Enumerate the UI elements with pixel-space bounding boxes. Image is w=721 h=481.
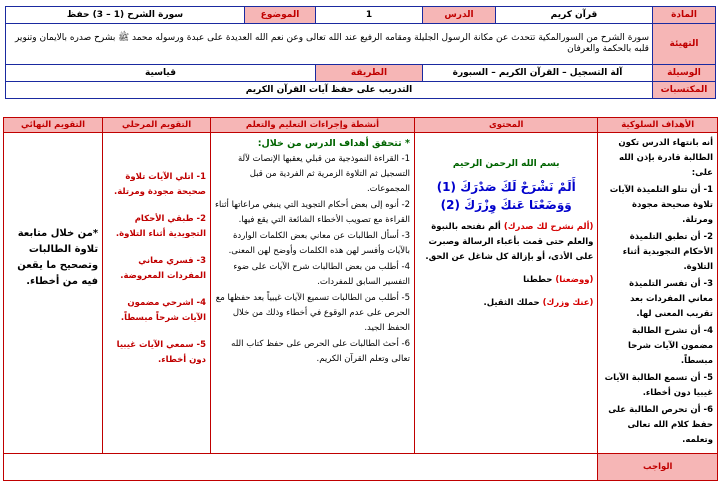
final-eval-text: *من خلال متابعة تلاوة الطالبات وتصحيح ما يقعن فيه من أخطاء.	[17, 228, 99, 287]
homework-row	[4, 454, 718, 481]
means-value: آلة التسجيل – القرآن الكريم – السبورة	[423, 65, 653, 82]
mid-eval-item: 2- طبقي الأحكام التجويدية أثناء التلاوة.	[115, 214, 206, 239]
topic-value: سورة الشرح (1 – 3) حفظ	[6, 7, 245, 24]
quran-verse: أَلَمْ نَشْرَحْ لَكَ صَدْرَكَ (1) وَوَضَعْنَا عَنكَ وِزْرَكَ (2)	[436, 180, 576, 212]
tafsir-term-3: (عنك وزرك)	[542, 298, 594, 308]
gains-value: التدريب على حفظ آيات القرآن الكريم	[6, 82, 653, 99]
goals-header: الأهداف السلوكية	[598, 118, 718, 133]
mid-eval-header: التقويم المرحلي	[103, 118, 211, 133]
final-eval-cell	[4, 133, 103, 454]
goals-intro: أنه بانتهاء الدرس تكون الطالبة قادرة بإذن الله على:	[618, 138, 713, 178]
tafsir-term-2: (ووضعنا)	[555, 275, 594, 285]
subject-value: قرآن كريم	[496, 7, 653, 24]
method-label: الطريقة	[316, 65, 423, 82]
lesson-info-table	[5, 6, 716, 99]
gains-label: المكتسبات	[653, 82, 716, 99]
main-header-row	[4, 118, 718, 133]
goal-item: 2- أن تطبق التلميذة الأحكام التجويدية أثناء التلاوة.	[622, 232, 713, 272]
mid-eval-item: 4- اشرحي مضمون الآيات شرحاً مبسطاً.	[120, 298, 206, 323]
activities-header: أنشطة وإجراءات التعليم والتعلم	[211, 118, 415, 133]
mid-eval-item: 1- اتلي الآيات تلاوة صحيحة مجودة ومرتلة.	[114, 172, 206, 197]
intro-label: التهيئة	[653, 24, 716, 65]
subject-label: المادة	[653, 7, 716, 24]
lesson-label: الدرس	[423, 7, 496, 24]
means-label: الوسيلة	[653, 65, 716, 82]
mid-eval-cell	[103, 133, 211, 454]
goal-item: 3- أن تفسر التلميذة معاني المفردات بعد تقريب المعنى لها.	[629, 279, 713, 319]
goal-item: 5- أن تسمع الطالبة الآيات غيبيا دون أخطاء.	[604, 373, 713, 398]
main-body-row	[4, 133, 718, 454]
goal-item: 4- أن تشرح الطالبة مضمون الآيات شرحا مبسطاً.	[628, 326, 713, 366]
tafsir-block	[419, 220, 593, 311]
tafsir-term-1: (ألم نشرح لك صدرك)	[503, 222, 594, 232]
activity-item: 2- أنوه إلى بعض أحكام التجويد التي ينبغي مراعاتها أثناء القراءة مع تصويب الأخطاء الشائعة التي يقع فيها.	[215, 200, 410, 225]
content-header: المحتوى	[415, 118, 598, 133]
lesson-main-table	[3, 117, 718, 481]
activity-item: 5- أطلب من الطالبات تسميع الآيات غيبياً بعد حفظها مع الحرص على عدم الوقوع في أخطاء وذلك من خلال الحفظ الجيد.	[215, 293, 410, 333]
tafsir-meaning-3: حملك الثقيل.	[483, 298, 543, 308]
tafsir-meaning-2: حططنا	[523, 275, 556, 285]
activity-item: 6- أحث الطالبات على الحرص على حفظ كتاب الله تعالى وتعلم القرآن الكريم.	[231, 339, 410, 364]
intro-text: سورة الشرح من السورالمكية تتحدث عن مكانة الرسول الجليلة ومقامه الرفيع عند الله تعالى وعن نعم الله العديدة على عبدة ورسوله محمد ﷺ بشرح صدره بالايمان وتنوير قلبه بالحكمة والعرفان	[6, 24, 653, 65]
goal-item: 1- أن تتلو التلميذة الآيات تلاوة صحيحة مجودة ومرتلة.	[609, 185, 713, 225]
topic-label: الموضوع	[245, 7, 316, 24]
activities-head: * تتحقق أهداف الدرس من خلال:	[257, 138, 410, 149]
mid-eval-item: 5- سمعي الآيات غيبيا دون أخطاء.	[116, 340, 206, 365]
final-eval-header: التقويم النهائي	[4, 118, 103, 133]
goal-item: 6- أن تحرص الطالبة على حفظ كلام الله تعالى وتعلمه.	[608, 405, 713, 445]
activity-item: 3- أسأل الطالبات عن معاني بعض الكلمات الواردة بالآيات وأفسر لهن هذه الكلمات وأوضح لهن المعنى.	[228, 231, 410, 256]
activities-cell	[211, 133, 415, 454]
bismillah: بسم الله الرحمن الرحيم	[452, 159, 560, 169]
content-cell	[415, 133, 598, 454]
activity-item: 4- أطلب من بعض الطالبات شرح الآيات على ضوء التفسير السابق للمفردات.	[233, 262, 410, 287]
homework-label: الواجب	[598, 454, 718, 481]
goals-cell	[598, 133, 718, 454]
tafsir-meaning-1: ألم نفتحه بالنبوة والعلم حتى قمت بأعباء الرسالة وصبرت على الأذى، أو بإزالة كل شاغل عن الحق.	[425, 222, 594, 262]
lesson-value: 1	[316, 7, 423, 24]
mid-eval-item: 3- فسري معاني المفردات المعروضة.	[120, 256, 206, 281]
method-value: قياسية	[6, 65, 316, 82]
homework-value	[4, 454, 598, 481]
activity-item: 1- القراءة النموذجية من قبلي يعقبها الإنصات لآلة التسجيل ثم التلاوة الزمرية ثم الفردية من قبل المجموعات.	[237, 154, 410, 194]
